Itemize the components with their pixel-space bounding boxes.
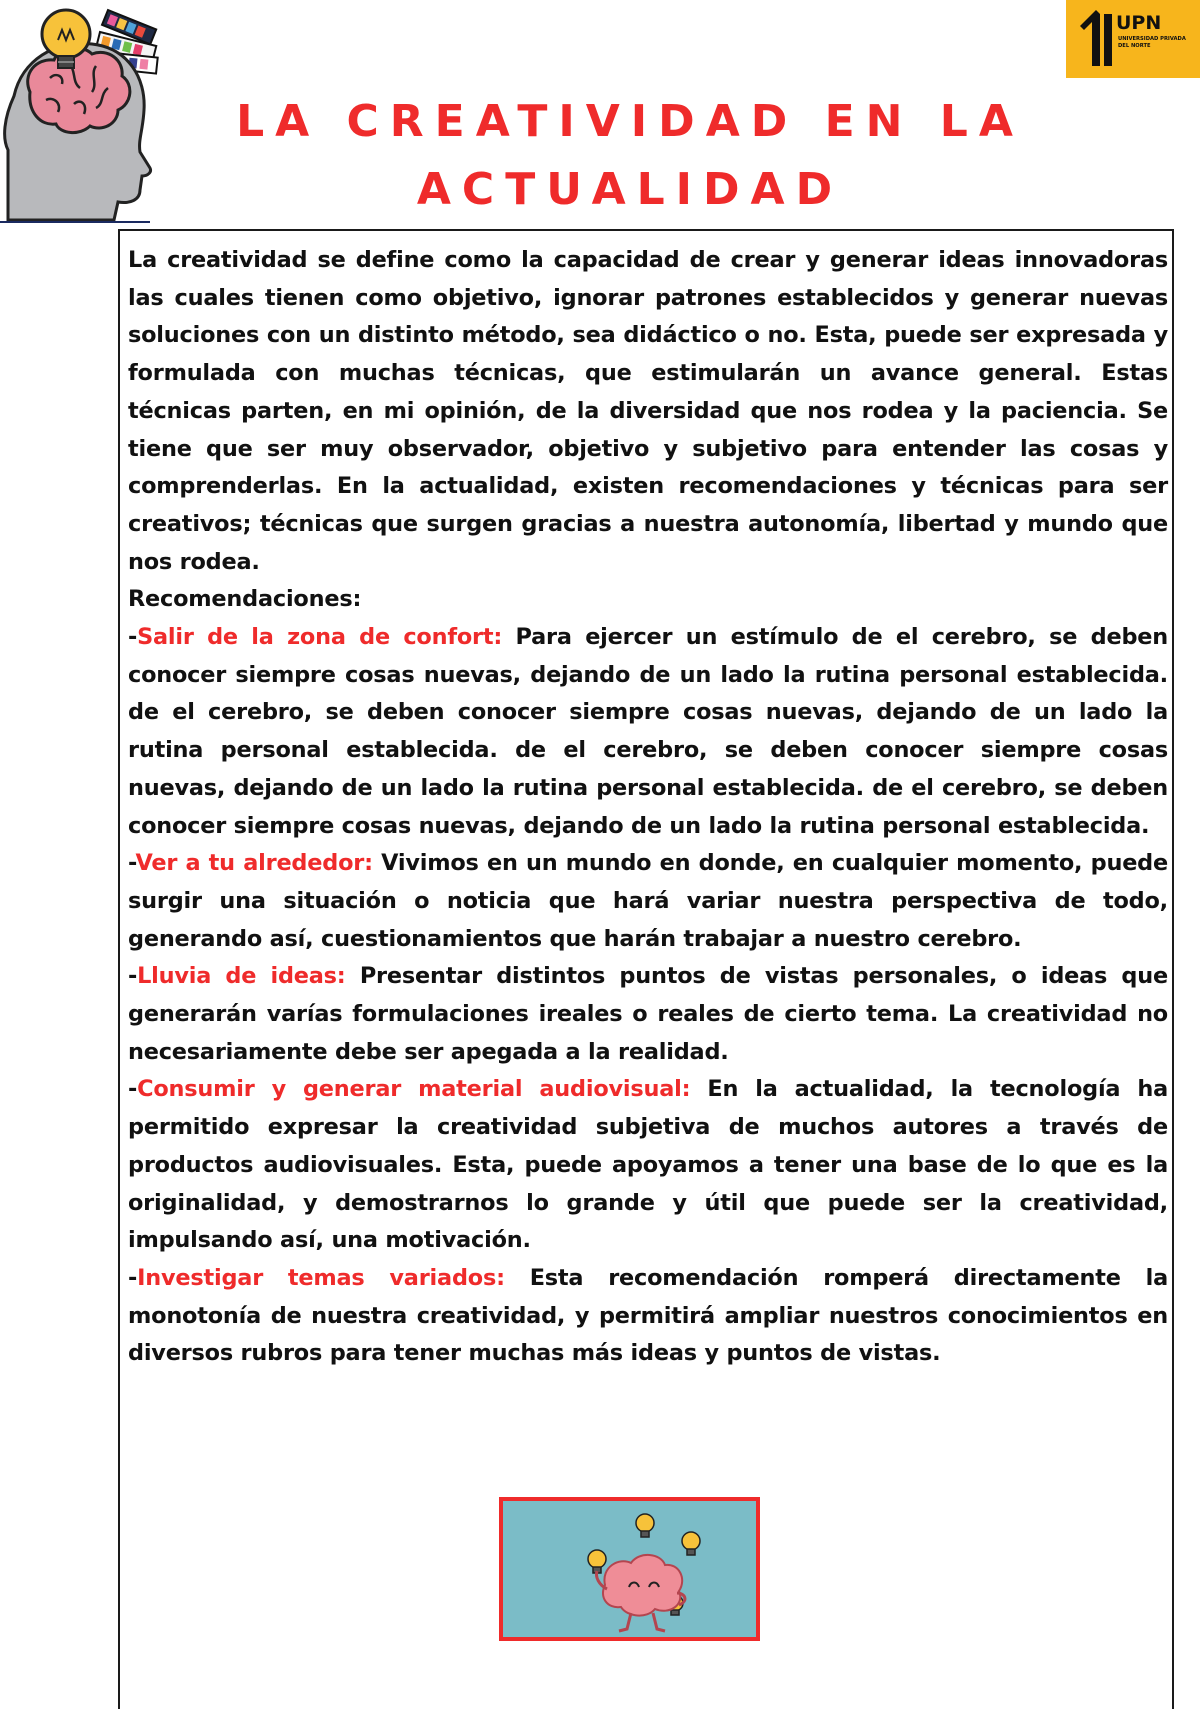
bullet-dash: -: [128, 850, 136, 877]
recommendation-text: Presentar distintos puntos de vistas personales, o ideas que generarán varías formulaciones ireales o reales de cierto tema. La creatividad no necesariamente debe ser apegada a la realidad.: [128, 963, 1168, 1065]
head-with-brain-lightbulb-icon: [0, 0, 190, 225]
recommendation-text: Vivimos en un mundo en donde, en cualquier momento, puede surgir una situación o noticia que hará variar nuestra perspectiva de todo, generando así, cuestionamientos que harán trabajar a nuestro cerebro.: [128, 850, 1168, 952]
title-line-1: LA CREATIVIDAD EN LA: [236, 96, 1024, 147]
bullet-dash: -: [128, 963, 138, 990]
recommendation-text: Esta recomendación romperá directamente la monotonía de nuestra creatividad, y permitirá ampliar nuestros conocimientos en diversos rubros para tener muchas más ideas y puntos de vistas.: [128, 1264, 1168, 1367]
recommendation-item: [128, 619, 1168, 845]
bullet-dash: -: [128, 624, 138, 651]
juggling-brain-figure: [499, 1497, 760, 1641]
recommendation-keyword: Lluvia de ideas:: [137, 963, 346, 990]
recommendation-keyword: Consumir y generar material audiovisual:: [137, 1076, 691, 1103]
intro-paragraph: La creatividad se define como la capacidad de crear y generar ideas innovadoras las cuales tienen como objetivo, ignorar patrones establecidos y generar nuevas soluciones con un distinto método, sea didáctico o no. Esta, puede ser expresada y formulada con muchas técnicas, que estimularán un avance general. Estas técnicas parten, en mi opinión, de la diversidad que nos rodea y la paciencia. Se tiene que ser muy observador, objetivo y subjetivo para entender las cosas y comprenderlas. En la actualidad, existen recomendaciones y técnicas para ser creativos; técnicas que surgen gracias a nuestra autonomía, libertad y mundo que nos rodea.: [128, 247, 1168, 575]
recommendation-item: [128, 1071, 1168, 1260]
recommendation-text: Para ejercer un estímulo de el cerebro, se deben conocer siempre cosas nuevas, dejando de un lado la rutina personal establecida. de el cerebro, se deben conocer siempre cosas nuevas, dejando de un lado la rutina personal establecida. de el cerebro, se deben conocer siempre cosas nuevas, dejando de un lado la rutina personal establecida. de el cerebro, se deben conocer siempre cosas nuevas, dejando de un lado la rutina personal establecida.: [128, 624, 1168, 839]
recommendation-text: En la actualidad, la tecnología ha permitido expresar la creatividad subjetiva de muchos autores a través de productos audiovisuales. Esta, puede apoyamos a tener una base de lo que es la originalidad, y demostrarnos lo grande y útil que puede ser la creatividad, impulsando así, una motivación.: [128, 1076, 1168, 1254]
upn-logo: [1066, 0, 1200, 78]
title-line-2: ACTUALIDAD: [416, 164, 844, 215]
logo-name: UPN: [1116, 12, 1162, 34]
page-title: [200, 88, 1060, 224]
recommendation-item: [128, 845, 1168, 958]
recommendation-item: [128, 958, 1168, 1071]
recommendation-keyword: Salir de la zona de confort:: [137, 624, 503, 651]
bullet-dash: -: [128, 1264, 138, 1291]
juggling-brain-lightbulbs-icon: [503, 1501, 756, 1637]
logo-subtitle: UNIVERSIDAD PRIVADA DEL NORTE: [1118, 36, 1186, 49]
recommendations-heading: Recomendaciones:: [128, 586, 362, 613]
recommendation-keyword: Ver a tu alrededor:: [135, 850, 373, 877]
bullet-dash: -: [128, 1076, 138, 1103]
recommendation-item: [128, 1260, 1168, 1373]
article-body: [128, 242, 1168, 1373]
recommendation-keyword: Investigar temas variados:: [137, 1264, 505, 1291]
